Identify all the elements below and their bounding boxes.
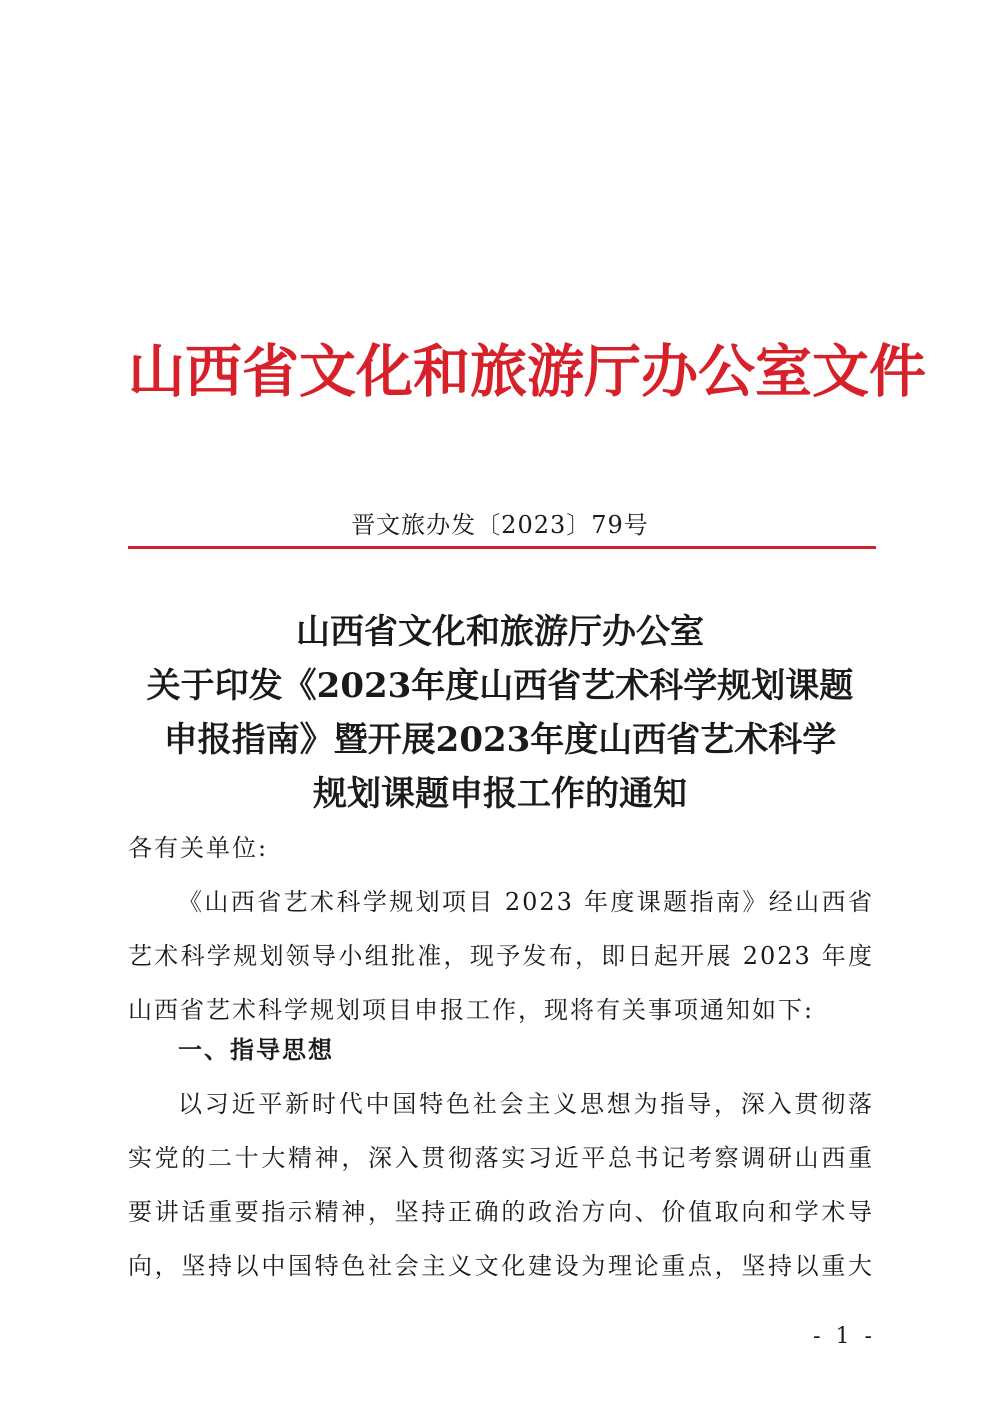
intro-paragraph bbox=[128, 875, 874, 1037]
document-number: 晋文旅办发〔2023〕79号 bbox=[351, 511, 649, 539]
red-divider-line bbox=[128, 546, 876, 549]
paragraph-line: 要讲话重要指示精神，坚持正确的政治方向、价值取向和学术导 bbox=[128, 1198, 874, 1226]
paragraph-line: 以习近平新时代中国特色社会主义思想为指导，深入贯彻落 bbox=[178, 1090, 874, 1118]
title-line: 申报指南》暨开展2023年度山西省艺术科学 bbox=[163, 720, 837, 760]
salutation: 各有关单位: bbox=[128, 834, 269, 862]
paragraph-line: 《山西省艺术科学规划项目 2023 年度课题指南》经山西省 bbox=[178, 888, 874, 916]
guiding-thought-paragraph bbox=[128, 1077, 874, 1293]
section-heading: 一、指导思想 bbox=[178, 1036, 334, 1064]
title-line: 规划课题申报工作的通知 bbox=[313, 774, 687, 814]
paragraph-line: 实党的二十大精神，深入贯彻落实习近平总书记考察调研山西重 bbox=[128, 1144, 874, 1172]
notice-title bbox=[0, 605, 1000, 821]
page-number: - 1 - bbox=[813, 1324, 876, 1349]
paragraph-line: 艺术科学规划领导小组批准，现予发布，即日起开展 2023 年度 bbox=[128, 942, 874, 970]
title-line: 山西省文化和旅游厅办公室 bbox=[296, 612, 704, 652]
issuer-title: 山西省文化和旅游厅办公室文件 bbox=[128, 338, 926, 405]
paragraph-line: 山西省艺术科学规划项目申报工作，现将有关事项通知如下: bbox=[128, 996, 815, 1024]
paragraph-line: 向，坚持以中国特色社会主义文化建设为理论重点，坚持以重大 bbox=[128, 1252, 874, 1280]
title-line: 关于印发《2023年度山西省艺术科学规划课题 bbox=[146, 666, 854, 706]
